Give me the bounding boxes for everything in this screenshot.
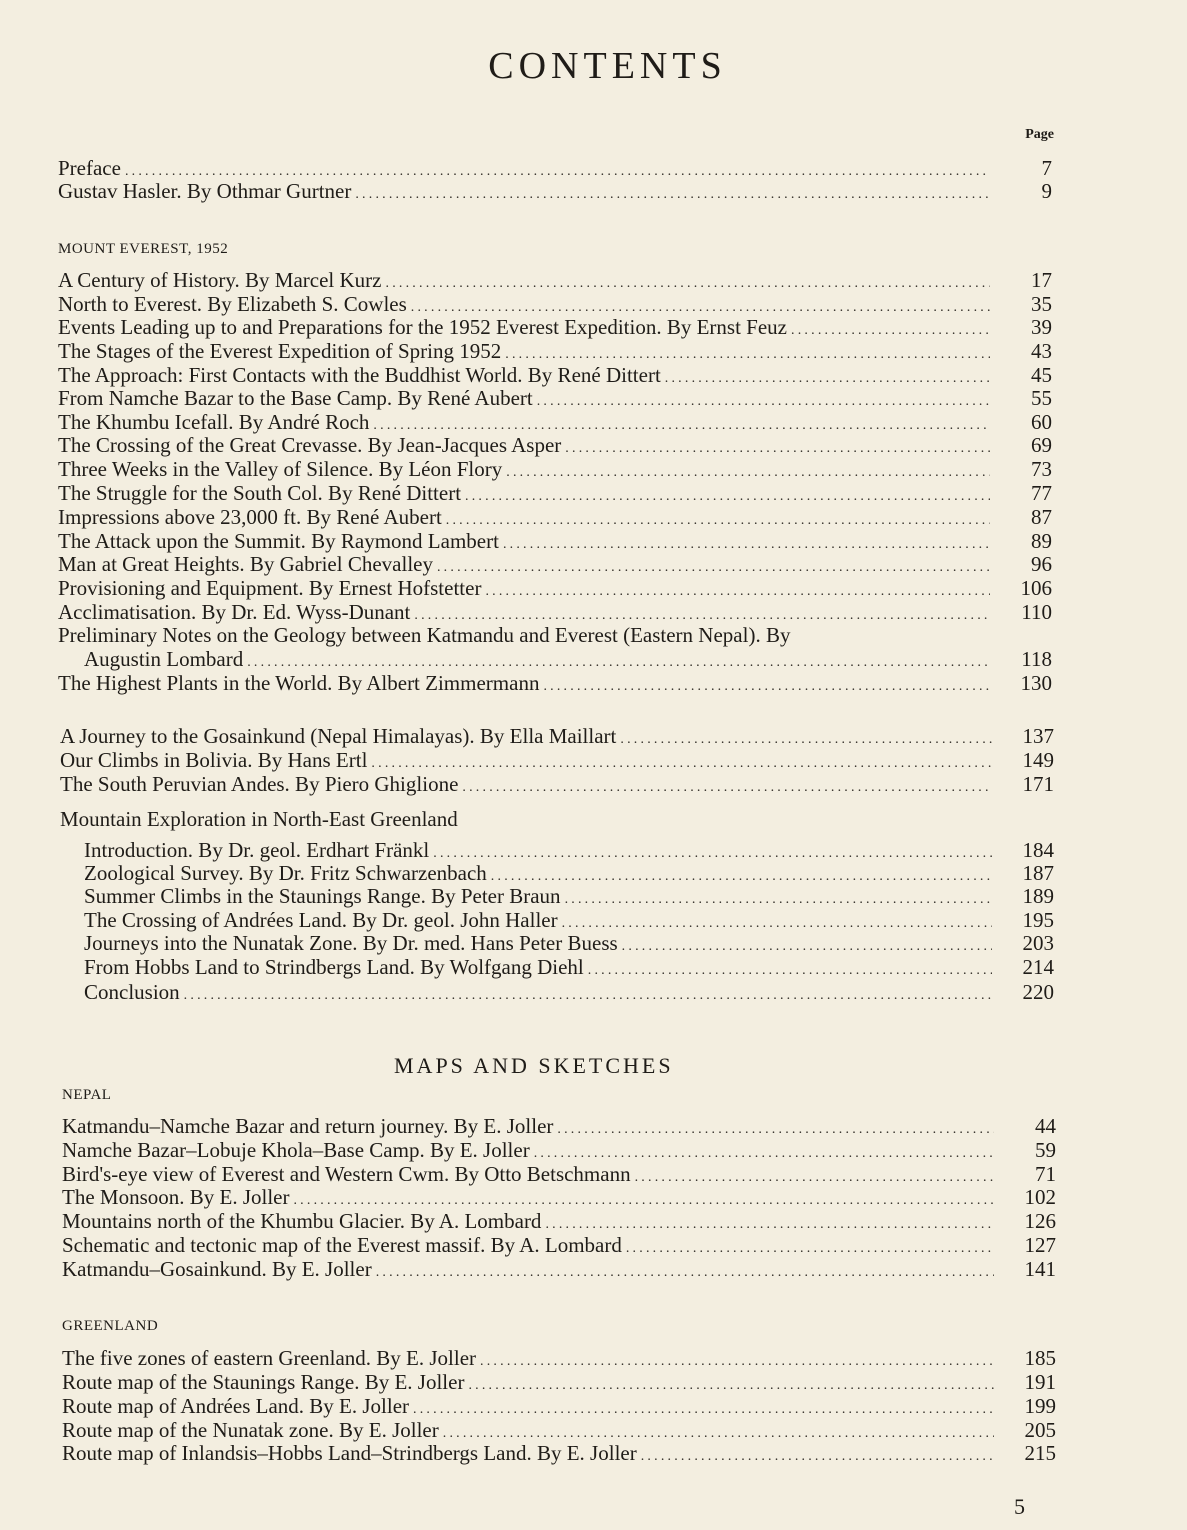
section-label-nepal: NEPAL [62,1087,112,1103]
toc-entry: The Attack upon the Summit. By Raymond Lambert ..... 89 [58,529,990,553]
toc-entry: Conclusion ..... 220 [84,980,992,1004]
toc-entry: Journeys into the Nunatak Zone. By Dr. med. Hans Peter Buess ..... 203 [84,931,992,955]
maps-section-title: MAPS AND SKETCHES [394,1053,674,1078]
map-entry: The Monsoon. By E. Joller ..... 102 [62,1185,994,1209]
map-entry: The five zones of eastern Greenland. By E. Joller ..... 185 [62,1346,994,1370]
toc-entry: A Journey to the Gosainkund (Nepal Himalayas). By Ella Maillart ..... 137 [60,724,992,748]
toc-entry: Introduction. By Dr. geol. Erdhart Fränkl ..... 184 [84,838,992,862]
map-entry: Katmandu–Gosainkund. By E. Joller ..... 141 [62,1257,994,1281]
page-number: 5 [1014,1494,1025,1519]
map-entry: Route map of the Staunings Range. By E. Joller ..... 191 [62,1370,994,1394]
toc-entry: Zoological Survey. By Dr. Fritz Schwarzenbach ..... 187 [84,861,992,885]
toc-entry: Summer Climbs in the Staunings Range. By Peter Braun ..... 189 [84,884,992,908]
toc-entry: Gustav Hasler. By Othmar Gurtner ..... 9 [58,179,990,203]
toc-entry: The Highest Plants in the World. By Albert Zimmermann ..... 130 [58,671,990,695]
toc-entry: Impressions above 23,000 ft. By René Aubert ..... 87 [58,505,990,529]
section-label-greenland: GREENLAND [62,1318,159,1334]
toc-entry: Events Leading up to and Preparations for the 1952 Everest Expedition. By Ernst Feuz ..... 39 [58,315,990,339]
map-entry: Route map of Inlandsis–Hobbs Land–Strindbergs Land. By E. Joller ..... 215 [62,1441,994,1465]
toc-entry: The Stages of the Everest Expedition of Spring 1952 ..... 43 [58,339,990,363]
toc-entry: A Century of History. By Marcel Kurz ..... 17 [58,268,990,292]
toc-entry: North to Everest. By Elizabeth S. Cowles ..... 35 [58,292,990,316]
toc-entry: The Crossing of the Great Crevasse. By Jean-Jacques Asper ..... 69 [58,433,990,457]
map-entry: Mountains north of the Khumbu Glacier. By A. Lombard ..... 126 [62,1209,994,1233]
toc-entry: From Hobbs Land to Strindbergs Land. By Wolfgang Diehl ..... 214 [84,955,992,979]
section-heading-greenland: Mountain Exploration in North-East Greenland [60,807,458,831]
toc-entry: The Khumbu Icefall. By André Roch ..... 60 [58,410,990,434]
page-column-heading: Page [1025,127,1054,142]
toc-entry: Augustin Lombard ..... 118 [84,647,990,671]
toc-entry: From Namche Bazar to the Base Camp. By René Aubert ..... 55 [58,386,990,410]
map-entry: Route map of Andrées Land. By E. Joller ..... 199 [62,1394,994,1418]
section-label-everest: MOUNT EVEREST, 1952 [58,241,229,257]
map-entry: Schematic and tectonic map of the Everest massif. By A. Lombard ..... 127 [62,1233,994,1257]
toc-entry: The Approach: First Contacts with the Buddhist World. By René Dittert ..... 45 [58,363,990,387]
toc-entry-text: Preliminary Notes on the Geology between Katmandu and Everest (Eastern Nepal). By [58,623,791,647]
toc-entry: The Crossing of Andrées Land. By Dr. geol. John Haller ..... 195 [84,908,992,932]
toc-entry: Our Climbs in Bolivia. By Hans Ertl ..... 149 [60,748,992,772]
toc-entry: Provisioning and Equipment. By Ernest Hofstetter ..... 106 [58,576,990,600]
map-entry: Route map of the Nunatak zone. By E. Joller ..... 205 [62,1418,994,1442]
toc-entry: Preface ..... 7 [58,156,990,180]
toc-entry: Three Weeks in the Valley of Silence. By Léon Flory ..... 73 [58,457,990,481]
map-entry: Katmandu–Namche Bazar and return journey. By E. Joller ..... 44 [62,1114,994,1138]
map-entry: Namche Bazar–Lobuje Khola–Base Camp. By E. Joller ..... 59 [62,1138,994,1162]
toc-entry: The South Peruvian Andes. By Piero Ghiglione ..... 171 [60,772,992,796]
toc-entry: The Struggle for the South Col. By René Dittert ..... 77 [58,481,990,505]
page-title: CONTENTS [488,45,727,87]
toc-entry: Acclimatisation. By Dr. Ed. Wyss-Dunant ..... 110 [58,600,990,624]
toc-entry: Man at Great Heights. By Gabriel Chevalley ..... 96 [58,552,990,576]
map-entry: Bird's-eye view of Everest and Western Cwm. By Otto Betschmann ..... 71 [62,1162,994,1186]
